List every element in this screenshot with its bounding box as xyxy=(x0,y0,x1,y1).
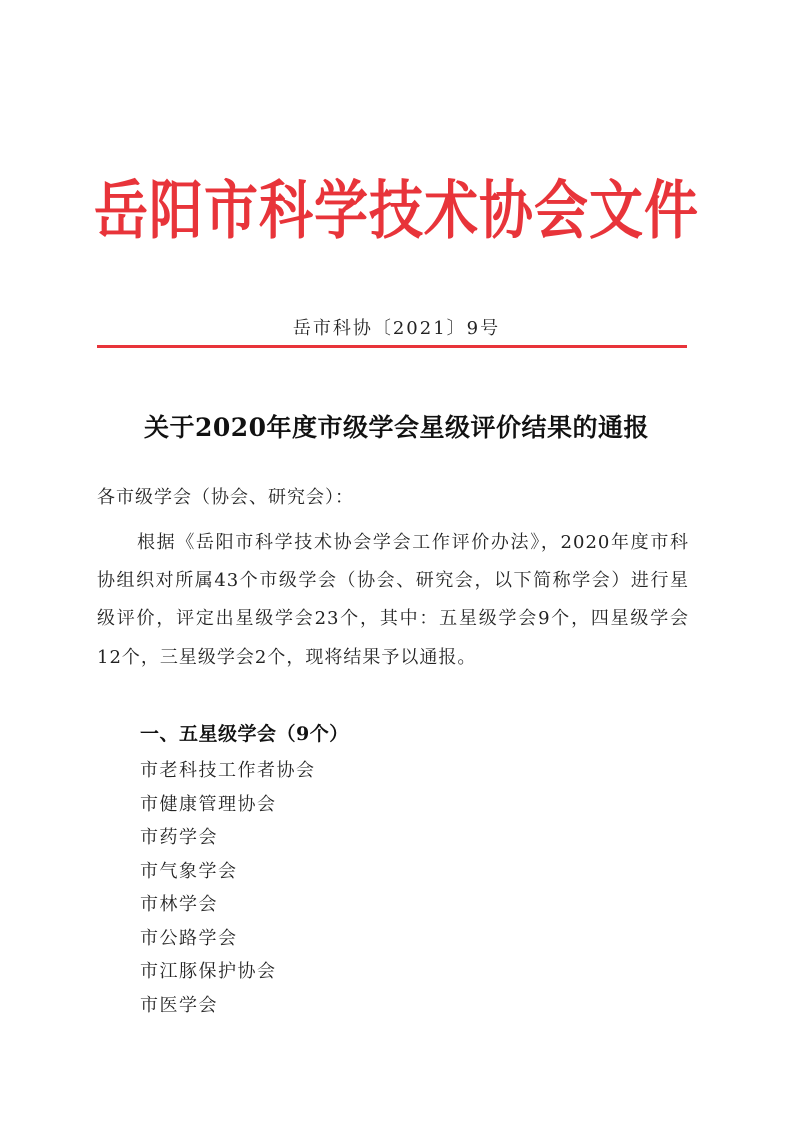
salutation: 各市级学会（协会、研究会）： xyxy=(97,487,354,508)
section-heading-five-star: 一、五星级学会（9个） xyxy=(140,723,349,745)
list-item: 市健康管理协会 xyxy=(140,793,277,815)
list-item: 市药学会 xyxy=(140,827,218,848)
list-item: 市林学会 xyxy=(140,894,218,915)
body-paragraph: 根据《岳阳市科学技术协会学会工作评价办法》，2020年度市科协组织对所属43个市级学会（协会、研究会，以下简称学会）进行星级评价，评定出星级学会23个，其中：五星级学会9个，四星级学会12个，三星级学会2个，现将结果予以通报。 xyxy=(97,532,689,668)
list-item: 市江豚保护协会 xyxy=(140,961,277,982)
list-item: 市老科技工作者协会 xyxy=(140,760,316,781)
list-item: 市医学会 xyxy=(140,994,218,1016)
document-header-title: 岳阳市科学技术协会文件 xyxy=(94,173,699,248)
list-item: 市公路学会 xyxy=(140,927,238,949)
notice-title: 关于2020年度市级学会星级评价结果的通报 xyxy=(143,413,650,442)
five-star-society-list xyxy=(140,754,316,1022)
document-number: 岳市科协〔2021〕9号 xyxy=(292,318,501,339)
list-item: 市气象学会 xyxy=(140,860,238,882)
header-red-divider xyxy=(97,345,687,348)
